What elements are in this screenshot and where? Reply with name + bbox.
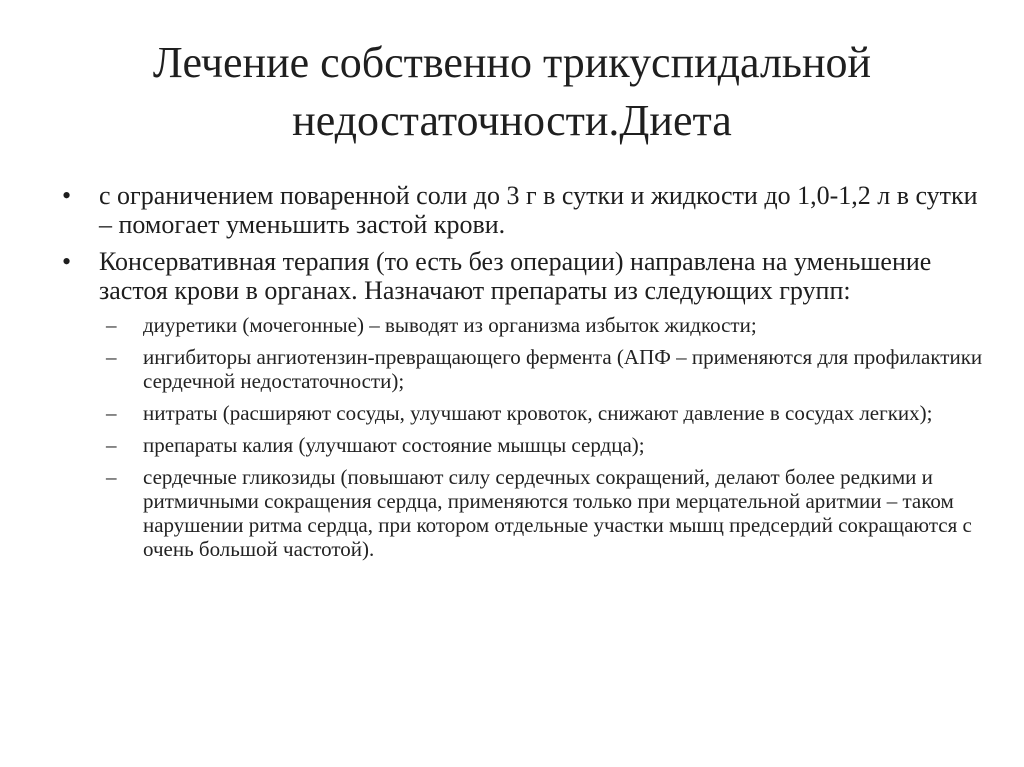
bullet-item xyxy=(62,247,997,305)
sub-list xyxy=(62,313,997,561)
sub-item-text: сердечные гликозиды (повышают силу сердечных сокращений, делают более редкими и ритмичными сокращения сердца, применяются только при мерцательной аритмии – таком нарушении ритма сердца, при котором отдельные участки мышц предсердий сокращаются с очень большой частотой). xyxy=(143,465,972,561)
sub-item xyxy=(106,345,997,393)
bullet-marker: • xyxy=(62,181,72,210)
slide-title-line-2: недостаточности.Диета xyxy=(292,96,732,145)
dash-marker: – xyxy=(106,465,117,489)
slide-title-line-1: Лечение собственно трикуспидальной xyxy=(152,38,872,87)
sub-item xyxy=(106,465,997,561)
bullet-marker: • xyxy=(62,247,72,276)
dash-marker: – xyxy=(106,345,117,369)
sub-item xyxy=(106,401,997,425)
dash-marker: – xyxy=(106,401,117,425)
slide-body xyxy=(62,181,997,569)
slide-title xyxy=(20,34,1004,150)
sub-item-text: препараты калия (улучшают состояние мышцы сердца); xyxy=(143,433,645,457)
bullet-text: с ограничением поваренной соли до 3 г в сутки и жидкости до 1,0-1,2 л в сутки – помогает уменьшить застой крови. xyxy=(99,181,978,239)
sub-item-text: нитраты (расширяют сосуды, улучшают кровоток, снижают давление в сосудах легких); xyxy=(143,401,933,425)
bullet-text: Консервативная терапия (то есть без операции) направлена на уменьшение застоя крови в органах. Назначают препараты из следующих групп: xyxy=(99,247,932,305)
bullet-item xyxy=(62,181,997,239)
sub-item-text: диуретики (мочегонные) – выводят из организма избыток жидкости; xyxy=(143,313,757,337)
dash-marker: – xyxy=(106,433,117,457)
dash-marker: – xyxy=(106,313,117,337)
sub-item xyxy=(106,433,997,457)
sub-item xyxy=(106,313,997,337)
sub-item-text: ингибиторы ангиотензин-превращающего фермента (АПФ – применяются для профилактики сердечной недостаточности); xyxy=(143,345,983,393)
